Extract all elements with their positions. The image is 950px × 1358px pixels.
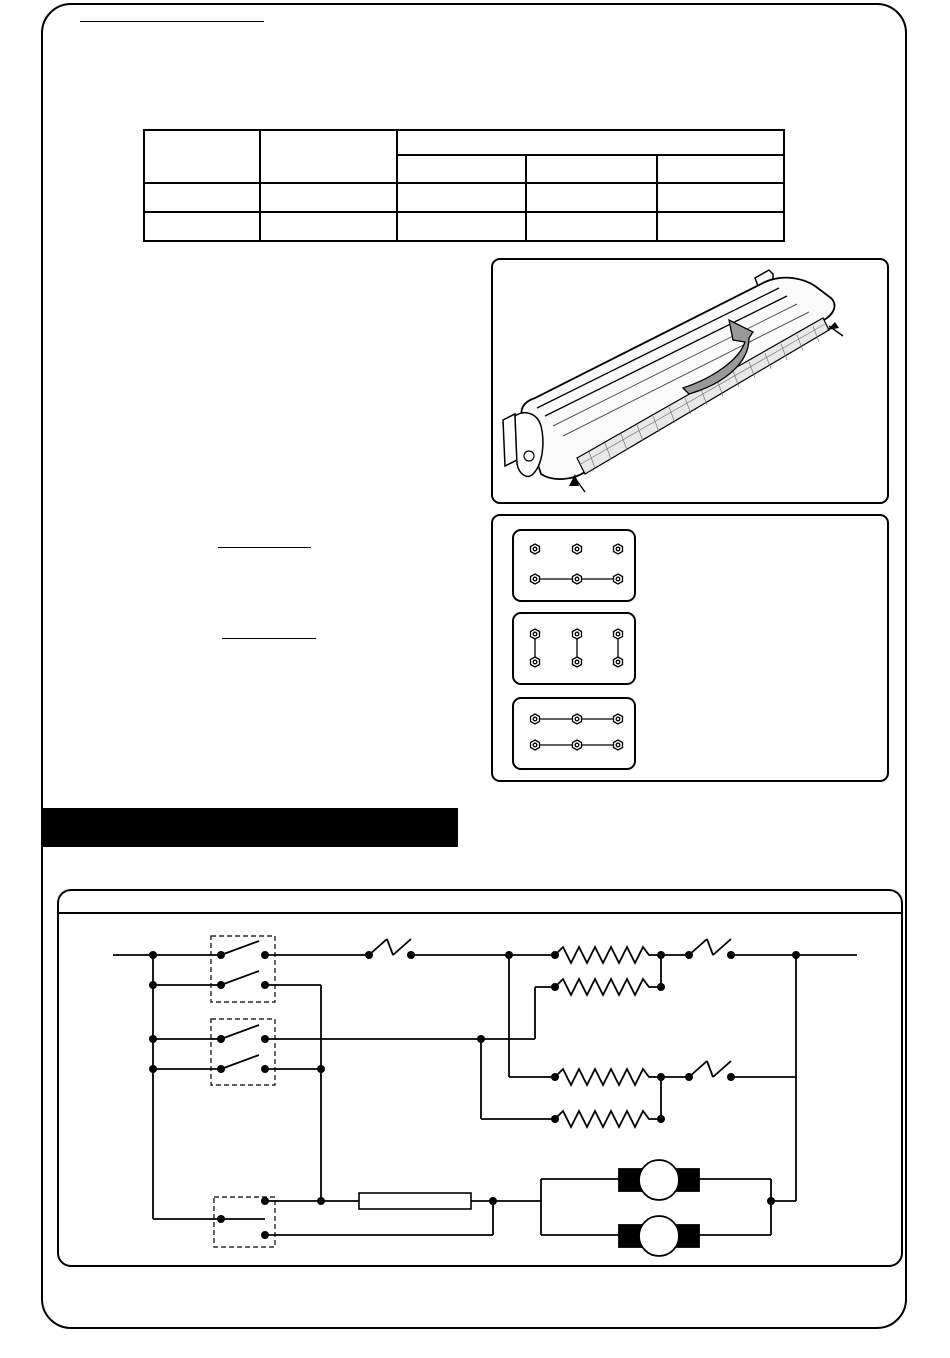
table-cell	[260, 183, 397, 212]
table-cell	[144, 212, 260, 241]
table-cell	[397, 130, 784, 155]
table-row	[144, 183, 784, 212]
table-cell	[526, 155, 657, 183]
table-cell	[526, 212, 657, 241]
table-cell	[397, 183, 526, 212]
table-row	[144, 130, 784, 155]
table-cell	[657, 212, 784, 241]
text-underline	[222, 638, 316, 639]
section-header-bar	[41, 808, 458, 847]
table-cell	[144, 130, 260, 183]
text-underline	[218, 547, 311, 548]
specification-table	[143, 129, 785, 242]
terminal-block-both-rows-linked-icon	[512, 697, 636, 770]
heading-underline	[80, 21, 264, 22]
table-cell	[260, 130, 397, 183]
table-cell	[144, 183, 260, 212]
table-cell	[260, 212, 397, 241]
table-row	[144, 212, 784, 241]
wiring-diagram-panel	[57, 889, 903, 1267]
table-cell	[657, 155, 784, 183]
table-cell	[657, 183, 784, 212]
table-cell	[526, 183, 657, 212]
wiring-diagram	[59, 891, 901, 1265]
heater-unit-illustration	[493, 260, 887, 502]
table-cell	[397, 155, 526, 183]
table-cell	[397, 212, 526, 241]
terminal-connection-panel	[491, 514, 889, 782]
terminal-block-bottom-row-linked-icon	[512, 529, 636, 602]
heater-illustration-panel	[491, 258, 889, 504]
terminal-block-columns-linked-icon	[512, 612, 636, 685]
